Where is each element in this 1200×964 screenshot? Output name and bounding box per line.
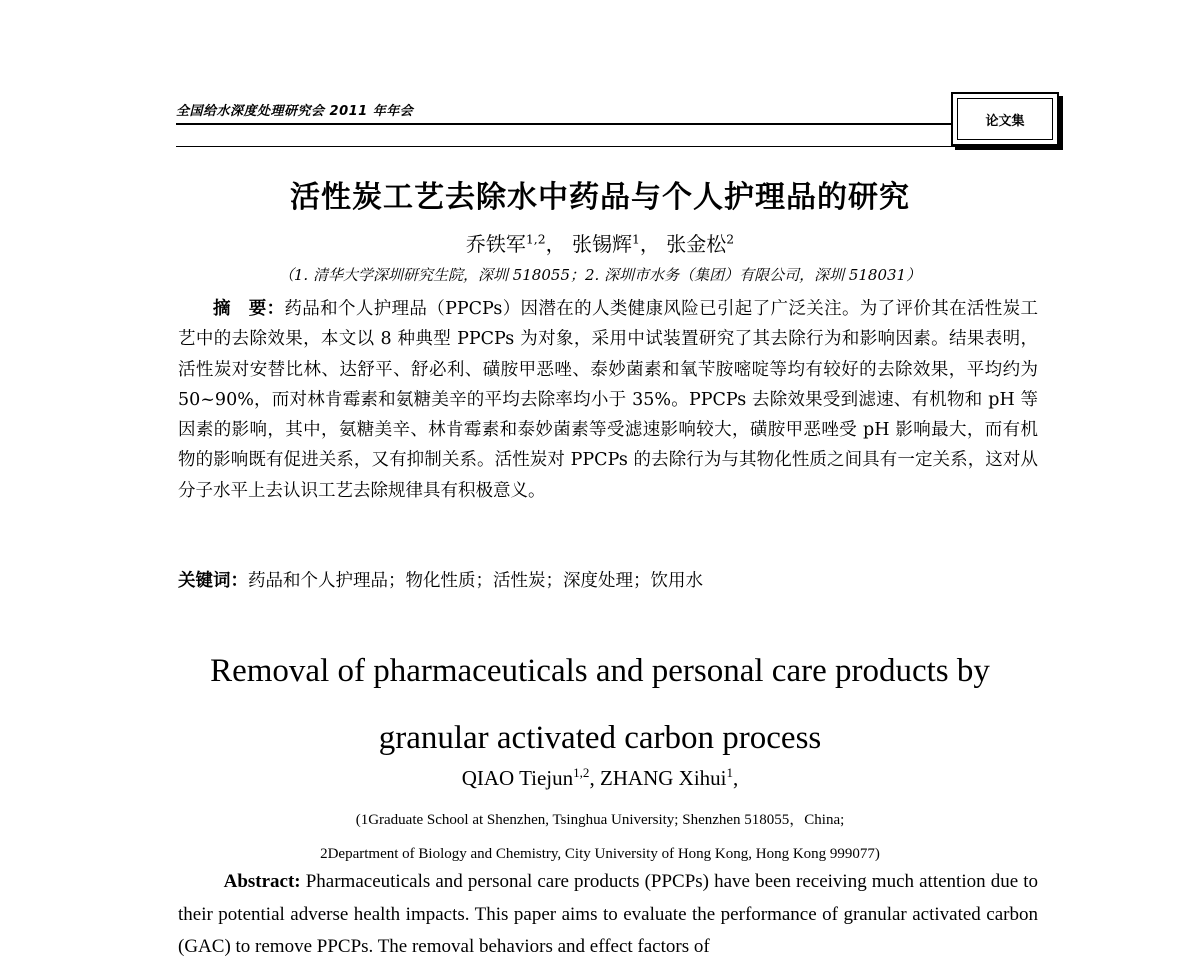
author-name: 张锡辉 <box>571 232 632 256</box>
author-separator: ， <box>639 232 660 256</box>
abstract-text: 药品和个人护理品（PPCPs）因潜在的人类健康风险已引起了广泛关注。为了评价其在活性炭工艺中的去除效果，本文以 8 种典型 PPCPs 为对象，采用中试装置研究了其去除行为和影响因素。结果表明，活性炭对安替比林、达舒平、舒必利、磺胺甲恶唑、泰妙菌素和氧苄胺嘧啶等均有较好的去除效果，平均约为 50~90%，而对林肯霉素和氨糖美辛的平均去除率均小于 35%。PPCPs 去除效果受到滤速、有机物和 pH 等因素的影响，其中，氨糖美辛、林肯霉素和泰妙菌素等受滤速影响较大，磺胺甲恶唑受 pH 影响最大，而有机物的影响既有促进关系，又有抑制关系。活性炭对 PPCPs 的去除行为与其物化性质之间具有一定关系，这对从分子水平上去认识工艺去除规律具有积极意义。 <box>178 299 1038 501</box>
english-title <box>0 638 1200 772</box>
english-title-line: granular activated carbon process <box>378 720 822 756</box>
affiliation-line: 2Department of Biology and Chemistry, City University of Hong Kong, Hong Kong 999077) <box>320 846 880 862</box>
author-name: QIAO Tiejun <box>461 766 574 790</box>
author-affil-mark: 1,2 <box>573 765 590 780</box>
author-name: ZHANG Xihui <box>599 766 727 790</box>
english-affiliations <box>0 803 1200 871</box>
header-rule-thin <box>176 146 956 147</box>
header-rule-thick <box>176 123 956 125</box>
chinese-keywords <box>178 567 1038 595</box>
author-separator: ， <box>545 232 566 256</box>
english-title-line: Removal of pharmaceuticals and personal care products by <box>210 653 990 689</box>
keywords-label: 关键词： <box>178 571 248 591</box>
abstract-label: 摘 要： <box>213 299 285 319</box>
author-affil-mark: 2 <box>726 231 735 247</box>
chinese-authors <box>0 228 1200 257</box>
running-header: 全国给水深度处理研究会 2011 年年会 <box>176 104 414 119</box>
abstract-text: Pharmaceuticals and personal care products (PPCPs) have been receiving much attention due to their potential adverse health impacts. This paper aims to evaluate the performance of granular activated carbon (GAC) to remove PPCPs. The removal behaviors and effect factors of <box>178 871 1039 957</box>
english-abstract <box>178 866 1038 964</box>
author-separator: , <box>733 766 739 790</box>
chinese-affiliations: （1. 清华大学深圳研究生院，深圳 518055；2. 深圳市水务（集团）有限公司，深圳 518031） <box>278 266 922 284</box>
english-authors <box>0 766 1200 791</box>
section-label-box <box>951 92 1059 146</box>
keywords-text: 药品和个人护理品；物化性质；活性炭；深度处理；饮用水 <box>248 571 703 591</box>
author-affil-mark: 1 <box>631 231 640 247</box>
chinese-title: 活性炭工艺去除水中药品与个人护理品的研究 <box>290 180 910 215</box>
chinese-abstract <box>178 294 1038 506</box>
section-label: 论文集 <box>957 98 1053 140</box>
affiliation-line: (1Graduate School at Shenzhen, Tsinghua University; Shenzhen 518055，China; <box>355 812 845 828</box>
abstract-label: Abstract: <box>223 871 301 892</box>
author-name: 张金松 <box>666 232 727 256</box>
author-affil-mark: 1 <box>726 765 734 780</box>
author-separator: , <box>589 766 600 790</box>
author-affil-mark: 1,2 <box>525 231 546 247</box>
author-name: 乔铁军 <box>465 232 526 256</box>
